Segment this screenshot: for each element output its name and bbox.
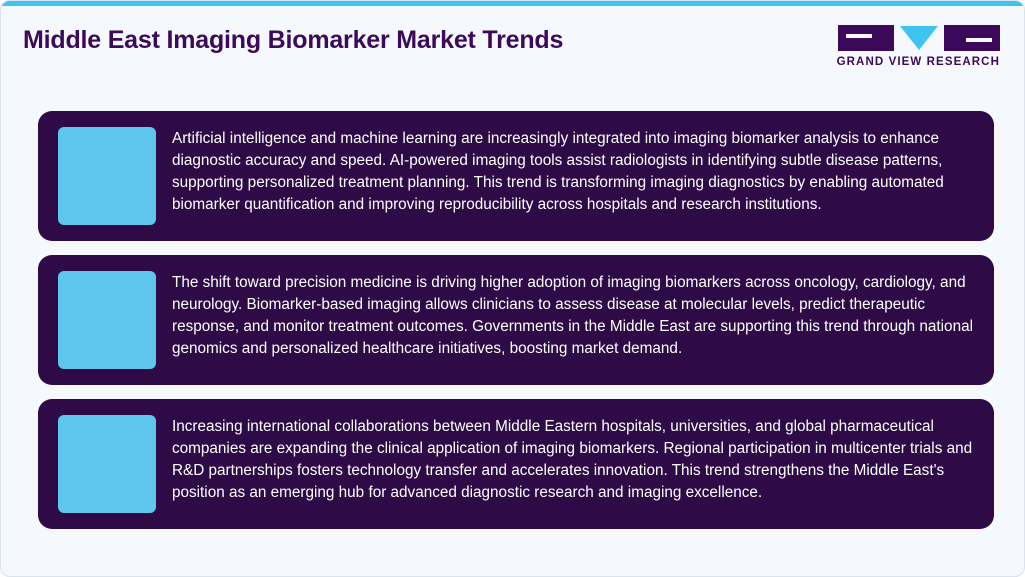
trend-card-text: Increasing international collaborations between Middle Eastern hospitals, universities, and global pharmaceutical companies are expanding the clinical application of imaging biomarkers. Regional participation in multicenter trials and R&D partnerships fosters technology transfer and accelerates innovation. This trend strengthens the Middle East's position as an emerging hub for advanced diagnostic research and imaging excellence. <box>172 418 973 501</box>
trend-placeholder-icon <box>58 127 156 225</box>
trend-card-list <box>38 111 994 529</box>
logo-block-left-icon <box>838 25 894 51</box>
page-title: Middle East Imaging Biomarker Market Trends <box>23 26 564 54</box>
trend-card <box>38 255 994 385</box>
trend-card-text: The shift toward precision medicine is driving higher adoption of imaging biomarkers across oncology, cardiology, and neurology. Biomarker-based imaging allows clinicians to assess disease at molecular levels, predict therapeutic response, and monitor treatment outcomes. Governments in the Middle East are supporting this trend through national genomics and personalized healthcare initiatives, boosting market demand. <box>172 274 973 357</box>
trend-placeholder-icon <box>58 271 156 369</box>
logo-text: GRAND VIEW RESEARCH <box>836 56 1000 68</box>
trend-card <box>38 111 994 241</box>
trend-card-text: Artificial intelligence and machine learning are increasingly integrated into imaging biomarker analysis to enhance diagnostic accuracy and speed. AI-powered imaging tools assist radiologists in identifying subtle disease patterns, supporting personalized treatment planning. This trend is transforming imaging diagnostics by enabling automated biomarker quantification and improving reproducibility across hospitals and research institutions. <box>172 130 944 213</box>
header <box>1 19 1024 89</box>
logo-marks <box>838 25 1000 51</box>
logo-triangle-icon <box>900 26 938 50</box>
trend-card <box>38 399 994 529</box>
top-accent-bar <box>1 1 1024 6</box>
trend-placeholder-icon <box>58 415 156 513</box>
brand-logo <box>837 25 1000 68</box>
logo-block-right-icon <box>944 25 1000 51</box>
